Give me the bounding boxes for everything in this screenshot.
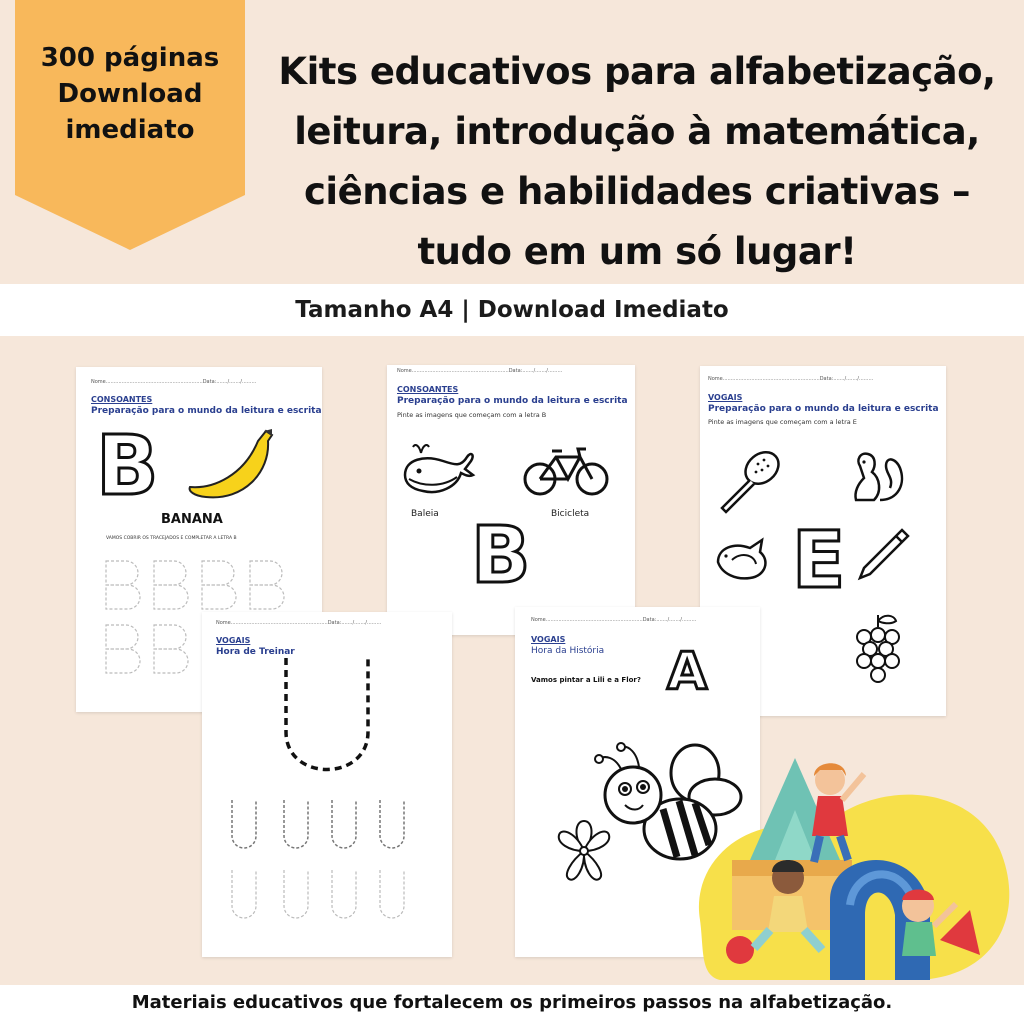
- worksheet-meta: Nome.............................................................Data:......./......./.........: [397, 368, 563, 374]
- worksheet-meta: Nome.............................................................Data:......./......./.........: [531, 617, 697, 623]
- hairbrush-icon: [714, 446, 786, 516]
- worksheet-subtitle: Preparação para o mundo da leitura e escrita: [397, 396, 628, 406]
- kids-playing-illustration: [680, 740, 1020, 985]
- grapes-icon: [850, 611, 906, 689]
- headline-line-4: tudo em um só lugar!: [417, 230, 857, 273]
- letter-e-outline: E: [792, 516, 846, 606]
- worksheet-subtitle: Hora da História: [531, 646, 605, 656]
- worksheet-category: VOGAIS: [531, 635, 566, 644]
- whale-icon: [399, 437, 477, 499]
- worksheet-category: CONSOANTES: [397, 385, 459, 394]
- worksheet-vowel-u-tracing: [202, 612, 452, 957]
- red-ball: [726, 936, 754, 964]
- tracing-letters-u: [202, 612, 452, 957]
- badge-line-2: Download: [57, 79, 203, 109]
- banana-word: BANANA: [161, 512, 223, 527]
- badge-line-3: imediato: [65, 115, 195, 145]
- worksheet-question: Vamos pintar a Lili e a Flor?: [531, 676, 641, 684]
- worksheet-meta: Nome.............................................................Data:......./......./.........: [216, 620, 382, 626]
- headline: [262, 42, 1012, 282]
- bicycle-caption: Bicicleta: [551, 509, 590, 519]
- worksheet-instruction: VAMOS COBRIR OS TRACEJADOS E COMPLETAR A LETRA B: [106, 536, 237, 541]
- worksheet-category: VOGAIS: [216, 636, 251, 645]
- headline-line-3: ciências e habilidades criativas –: [304, 170, 970, 213]
- worksheet-meta: Nome.............................................................Data:......./......./.........: [708, 376, 874, 382]
- worksheet-subtitle: Hora de Treinar: [216, 647, 295, 657]
- flower-icon: [551, 817, 617, 893]
- worksheet-category: VOGAIS: [708, 393, 743, 402]
- worksheet-instruction: Pinte as imagens que começam com a letra B: [397, 411, 547, 419]
- headline-line-1: Kits educativos para alfabetização,: [278, 50, 996, 93]
- whale-caption: Baleia: [411, 509, 439, 519]
- worksheet-subtitle: Preparação para o mundo da leitura e escrita: [708, 404, 939, 414]
- bicycle-icon: [522, 443, 610, 497]
- headline-line-2: leitura, introdução à matemática,: [294, 110, 980, 153]
- size-banner: Tamanho A4 | Download Imediato: [0, 284, 1024, 336]
- worksheet-category: CONSOANTES: [91, 395, 153, 404]
- letter-b-outline: B: [471, 511, 531, 601]
- letter-b-outline: B: [96, 419, 159, 514]
- banana-icon: [184, 427, 276, 507]
- worksheet-meta: Nome.............................................................Data:......./......./.........: [91, 379, 257, 385]
- bird-icon: [710, 534, 776, 586]
- badge-line-1: 300 páginas: [40, 43, 220, 73]
- worksheet-consonant-b-images: [387, 365, 635, 635]
- badge: [15, 40, 245, 148]
- pen-icon: [856, 526, 912, 582]
- footer-caption: Materiais educativos que fortalecem os primeiros passos na alfabetização.: [0, 985, 1024, 1024]
- worksheet-subtitle: Preparação para o mundo da leitura e escrita: [91, 406, 322, 416]
- letter-a-outline: A: [667, 642, 708, 702]
- worksheet-instruction: Pinte as imagens que começam com a letra E: [708, 418, 857, 426]
- squirrel-icon: [846, 444, 908, 506]
